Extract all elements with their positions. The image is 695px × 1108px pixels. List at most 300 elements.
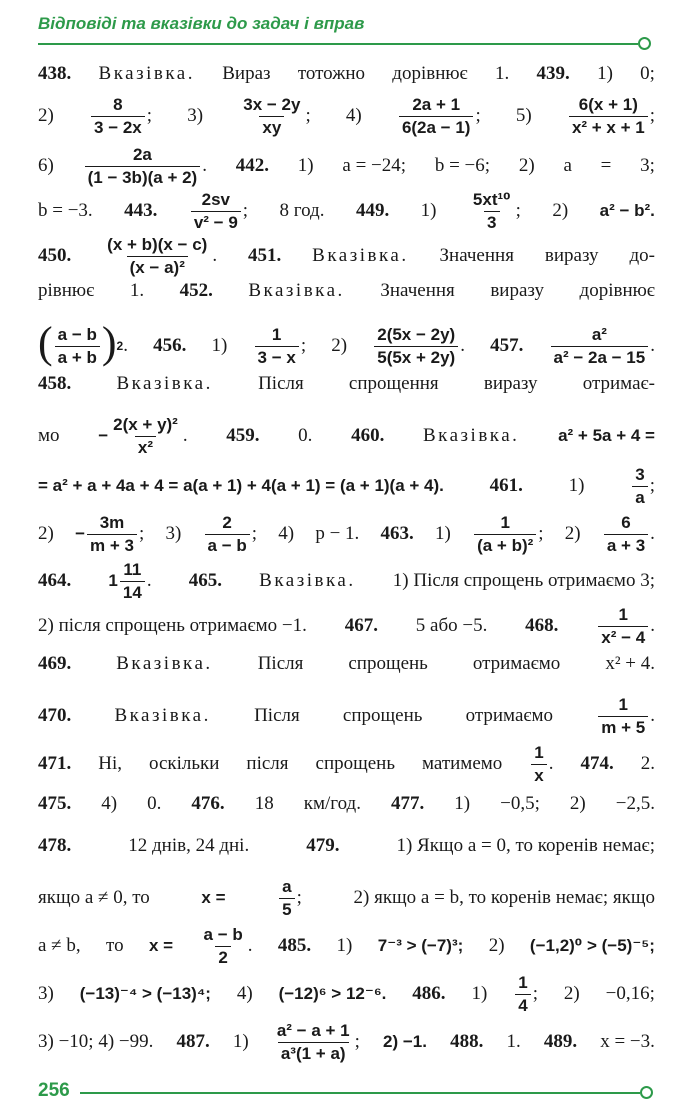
punctuation: ; [296, 887, 302, 909]
math-expression: = a² + a + 4a + 4 = a(a + 1) + 4(a + 1) = (a + 1)(a + 4). [38, 476, 444, 496]
punctuation: . [650, 705, 655, 727]
punctuation: ; [538, 523, 544, 545]
text-line [38, 465, 655, 507]
exercise-number: 471. [38, 753, 72, 775]
numerator: (x + b)(x − c) [107, 235, 208, 254]
denominator: m + 3 [87, 534, 137, 556]
numerator: a − b [203, 925, 243, 944]
text-line [38, 190, 655, 232]
text: км/год. [303, 793, 361, 814]
whole-part: 1 [108, 571, 118, 591]
numerator: 1 [618, 695, 628, 714]
exercise-number: 458. [38, 373, 72, 394]
math-expression: 7⁻³ > (−7)³; [377, 936, 464, 956]
denominator: x² [135, 436, 156, 458]
text: 2) [331, 335, 348, 357]
math-expression: (−12)⁶ > 12⁻⁶. [278, 984, 387, 1004]
token [38, 570, 71, 592]
token [38, 835, 71, 857]
text: 0; [640, 63, 655, 84]
text: 3) −10; 4) −99. [38, 1031, 154, 1053]
token [38, 425, 60, 447]
token [38, 318, 128, 368]
fraction [604, 513, 648, 555]
token [495, 63, 509, 85]
fraction [191, 190, 241, 232]
exercise-number: 470. [38, 705, 72, 727]
token [450, 1031, 483, 1053]
token [165, 523, 181, 545]
text: виразу [490, 280, 544, 301]
token [180, 280, 213, 302]
fraction [474, 513, 536, 555]
exercise-number: 488. [450, 1031, 484, 1053]
denominator: a² − 2a − 15 [551, 346, 649, 368]
text: виразу [544, 245, 599, 267]
denominator: 4 [515, 994, 530, 1016]
token [226, 425, 259, 447]
token [440, 245, 514, 267]
token [602, 513, 655, 555]
token [641, 753, 655, 775]
numerator: a − b [57, 325, 97, 344]
exercise-number: 442. [235, 155, 269, 177]
token [640, 155, 655, 177]
token [466, 705, 553, 727]
math-expression: (−1,2)⁰ > (−5)⁻⁵; [529, 936, 655, 956]
token [199, 925, 253, 967]
text-line [38, 605, 655, 647]
token [516, 105, 532, 127]
text-line [38, 1021, 655, 1063]
token [351, 425, 384, 447]
denominator: 6(2a − 1) [399, 116, 474, 138]
text: 1) [336, 935, 353, 957]
exercise-number: 459. [226, 425, 260, 447]
denominator: 14 [120, 581, 145, 603]
numerator: 2(5x − 2y) [377, 325, 456, 344]
text: 2) [488, 935, 505, 957]
token [391, 793, 424, 815]
exercise-number: 464. [38, 570, 72, 592]
text: 3) [187, 105, 204, 127]
fraction [374, 325, 458, 367]
token [490, 280, 544, 302]
punctuation: ; [475, 105, 481, 127]
fraction [274, 1021, 353, 1063]
token [596, 695, 655, 737]
text: Після [257, 653, 304, 674]
token [306, 835, 339, 857]
denominator: x [531, 764, 546, 786]
text: p − 1. [315, 523, 360, 545]
hint-label: Вказівка. [114, 705, 211, 727]
denominator: (x − a)² [127, 256, 188, 278]
token [101, 793, 117, 815]
hint-label: Вказівка. [116, 373, 213, 394]
hint-label: Вказівка. [116, 653, 213, 674]
punctuation: . [202, 155, 207, 177]
denominator: x² − 4 [598, 626, 648, 648]
exercise-number: 477. [391, 793, 425, 814]
punctuation: . [212, 245, 218, 267]
token [191, 793, 224, 815]
math-expression: a² − b². [599, 201, 655, 221]
token [203, 513, 258, 555]
text: 1) [471, 983, 488, 1005]
text: 5 або −5. [415, 615, 488, 637]
text: то [106, 935, 124, 957]
text: 0. [298, 425, 313, 447]
token [640, 63, 655, 85]
token [38, 935, 81, 957]
punctuation: ; [354, 1031, 360, 1053]
token [537, 63, 570, 85]
math-expression: (−13)⁻⁴ > (−13)⁴; [79, 984, 211, 1004]
text: −0,5; [500, 793, 540, 814]
token [454, 793, 470, 815]
punctuation: ; [138, 523, 145, 545]
math-expression: x = [201, 888, 226, 908]
token [278, 935, 311, 957]
token [529, 743, 553, 785]
fraction [515, 973, 530, 1015]
token [38, 653, 71, 675]
exercise-number: 438. [38, 63, 72, 84]
token [331, 335, 347, 357]
text: дорівнює [392, 63, 468, 84]
token [246, 753, 288, 775]
token [255, 793, 274, 815]
text-line [38, 318, 655, 368]
text: 4) [278, 523, 295, 545]
token [383, 1032, 427, 1052]
token [616, 793, 655, 815]
text: 2) [569, 793, 586, 814]
token [233, 1031, 249, 1053]
token [259, 570, 355, 592]
token [392, 63, 467, 85]
exercise-number: 451. [247, 245, 282, 267]
token [38, 200, 93, 222]
token [356, 200, 389, 222]
token [237, 983, 253, 1005]
fraction [255, 325, 299, 367]
token [89, 95, 152, 137]
token [563, 155, 571, 177]
token [128, 835, 249, 857]
token [80, 984, 211, 1004]
text: дорівнює [579, 280, 655, 301]
text: отримає- [582, 373, 655, 394]
token [238, 95, 310, 137]
page-number: 256 [38, 1080, 70, 1101]
token [583, 373, 655, 395]
text: рівнює [38, 280, 95, 301]
exercise-number: 478. [38, 835, 72, 856]
fraction [85, 145, 201, 187]
token [530, 936, 655, 956]
text: 2) [552, 200, 569, 222]
token [278, 523, 294, 545]
punctuation: ; [532, 983, 538, 1005]
token [605, 653, 655, 675]
fraction [598, 605, 648, 647]
minus-sign: − [98, 426, 109, 446]
text: 2) [564, 523, 581, 545]
token [38, 615, 307, 637]
token [397, 95, 481, 137]
punctuation: ; [300, 335, 307, 357]
math-expression: x = [149, 936, 174, 956]
math-expression: 2) −1. [383, 1032, 427, 1052]
fraction [87, 513, 137, 555]
exercise-number: 460. [351, 425, 385, 447]
numerator: 8 [113, 95, 123, 114]
denominator: a + b [55, 346, 100, 368]
text: 5) [515, 105, 532, 127]
token [372, 325, 465, 367]
text: 4) [345, 105, 362, 127]
text-line [38, 653, 655, 675]
exercise-number: 456. [153, 335, 187, 357]
denominator: a − b [205, 534, 250, 556]
text: тотожно [297, 63, 365, 84]
punctuation: . [247, 935, 253, 957]
text: 4) [101, 793, 118, 814]
token [490, 475, 523, 497]
text: 1) [232, 1031, 249, 1053]
token [38, 63, 71, 85]
mixed-number [108, 560, 146, 602]
header-rule [38, 43, 638, 45]
token [349, 373, 439, 395]
exercise-number: 476. [191, 793, 225, 814]
token [108, 560, 151, 602]
numerator: 1 [618, 605, 628, 624]
token [378, 936, 464, 956]
text: a ≠ b, [38, 935, 81, 957]
token [489, 935, 505, 957]
token [580, 280, 655, 302]
token [254, 705, 300, 727]
exercise-number: 479. [306, 835, 340, 856]
text: 1) [297, 155, 314, 177]
punctuation: . [548, 753, 554, 775]
token [38, 753, 71, 775]
token [98, 415, 187, 457]
text: x = −3. [600, 1031, 655, 1053]
hint-label: Вказівка. [98, 63, 195, 84]
token [471, 983, 487, 1005]
token [380, 280, 454, 302]
token [549, 325, 655, 367]
token [381, 523, 414, 545]
text: матимемо [422, 753, 503, 775]
text-line [38, 560, 655, 602]
text-line [38, 513, 655, 555]
footer-rule [80, 1092, 640, 1094]
numerator: 1 [500, 513, 510, 532]
hint-label: Вказівка. [312, 245, 409, 267]
exercise-number: 467. [344, 615, 378, 637]
token [342, 155, 406, 177]
token [630, 465, 655, 507]
exercise-number: 443. [124, 200, 158, 222]
text-line [38, 373, 655, 395]
token [393, 570, 655, 592]
token [567, 95, 655, 137]
numerator: 2(x + y)² [113, 415, 178, 434]
token [153, 335, 186, 357]
token [468, 190, 521, 232]
text-line [38, 145, 655, 187]
punctuation: . [650, 523, 655, 545]
denominator: a³(1 + a) [278, 1042, 349, 1064]
text: спрощення [348, 373, 439, 394]
token [412, 983, 445, 1005]
token [315, 523, 359, 545]
hint-label: Вказівка. [259, 570, 356, 592]
text: 6) [38, 155, 54, 177]
numerator: 11 [123, 560, 142, 579]
token [422, 753, 502, 775]
fraction [110, 415, 181, 457]
token [343, 705, 423, 727]
token [423, 425, 519, 447]
numerator: 6 [621, 513, 631, 532]
text: до- [629, 245, 655, 267]
numerator: a² [591, 325, 607, 344]
header-rule-dot [638, 37, 651, 50]
token [187, 105, 203, 127]
token [316, 753, 396, 775]
token [544, 1031, 577, 1053]
text: 1. [129, 280, 145, 301]
token [189, 570, 222, 592]
text: 1) [454, 793, 471, 814]
numerator: 3m [99, 513, 125, 532]
text-line [38, 63, 655, 85]
denominator: 5 [279, 898, 294, 920]
punctuation: ; [305, 105, 311, 127]
text: спрощень [348, 653, 428, 674]
exercise-number: 457. [490, 335, 524, 357]
punctuation: . [123, 335, 128, 357]
denominator: (1 − 3b)(a + 2) [85, 166, 201, 188]
token [272, 1021, 360, 1063]
token [201, 888, 225, 908]
text: 1. [495, 63, 510, 84]
punctuation: . [460, 335, 465, 357]
fraction [55, 325, 100, 367]
numerator: 1 [518, 973, 528, 992]
denominator: v² − 9 [191, 211, 241, 233]
numerator: 6(x + 1) [578, 95, 638, 114]
punctuation: ; [649, 105, 655, 127]
denominator: x² + x + 1 [569, 116, 648, 138]
punctuation: ; [146, 105, 153, 127]
text-line [38, 280, 655, 302]
token [236, 155, 269, 177]
token [484, 373, 538, 395]
token [124, 200, 157, 222]
denominator: 5(5x + 2y) [374, 346, 458, 368]
exercise-number: 485. [277, 935, 312, 957]
exercise-number: 486. [412, 983, 446, 1005]
token [116, 373, 212, 395]
text: 1) [435, 523, 451, 545]
text: −0,16; [605, 983, 655, 1005]
denominator: 2 [215, 946, 230, 968]
token [279, 984, 387, 1004]
text: 8 год. [279, 200, 325, 222]
token [606, 983, 655, 1005]
text: Ні, [98, 753, 122, 775]
denominator: 3 − 2x [91, 116, 145, 138]
text: 2) [38, 105, 54, 127]
exercise-number: 489. [543, 1031, 578, 1053]
token [212, 335, 228, 357]
denominator: m + 5 [598, 716, 648, 738]
numerator: a² − a + 1 [276, 1021, 350, 1040]
token [600, 201, 655, 221]
token [396, 835, 655, 857]
text: після [246, 753, 289, 775]
token [38, 280, 94, 302]
token [38, 983, 54, 1005]
token [98, 753, 122, 775]
token [500, 793, 540, 815]
footer-rule-dot [640, 1086, 653, 1099]
fraction [632, 465, 647, 507]
text: отримаємо [465, 705, 554, 727]
text: спрощень [315, 753, 396, 775]
token [629, 245, 655, 267]
text: 1) [597, 63, 613, 84]
token [38, 155, 54, 177]
token [513, 973, 538, 1015]
token [525, 615, 558, 637]
text: b = −6; [434, 155, 491, 177]
text: 2) [38, 523, 54, 545]
exercise-number: 463. [380, 523, 414, 545]
text-line [38, 743, 655, 785]
token [597, 63, 613, 85]
text: 2) [518, 155, 535, 177]
text: Вираз [222, 63, 271, 84]
punctuation: ; [242, 200, 249, 222]
exercise-number: 452. [179, 280, 213, 301]
punctuation: ; [515, 200, 521, 222]
exercise-number: 461. [489, 475, 523, 497]
token [564, 983, 580, 1005]
token [337, 935, 353, 957]
exercise-number: 475. [38, 793, 72, 814]
text: a = −24; [342, 155, 407, 177]
token [38, 793, 71, 815]
text: спрощень [342, 705, 423, 727]
denominator: a + 3 [604, 534, 648, 556]
token [558, 426, 655, 446]
token [99, 63, 195, 85]
numerator: 2sv [201, 190, 230, 209]
punctuation: . [146, 570, 152, 592]
denominator: 3 − x [255, 346, 299, 368]
fraction [205, 513, 250, 555]
token [106, 935, 124, 957]
text: a [563, 155, 572, 177]
